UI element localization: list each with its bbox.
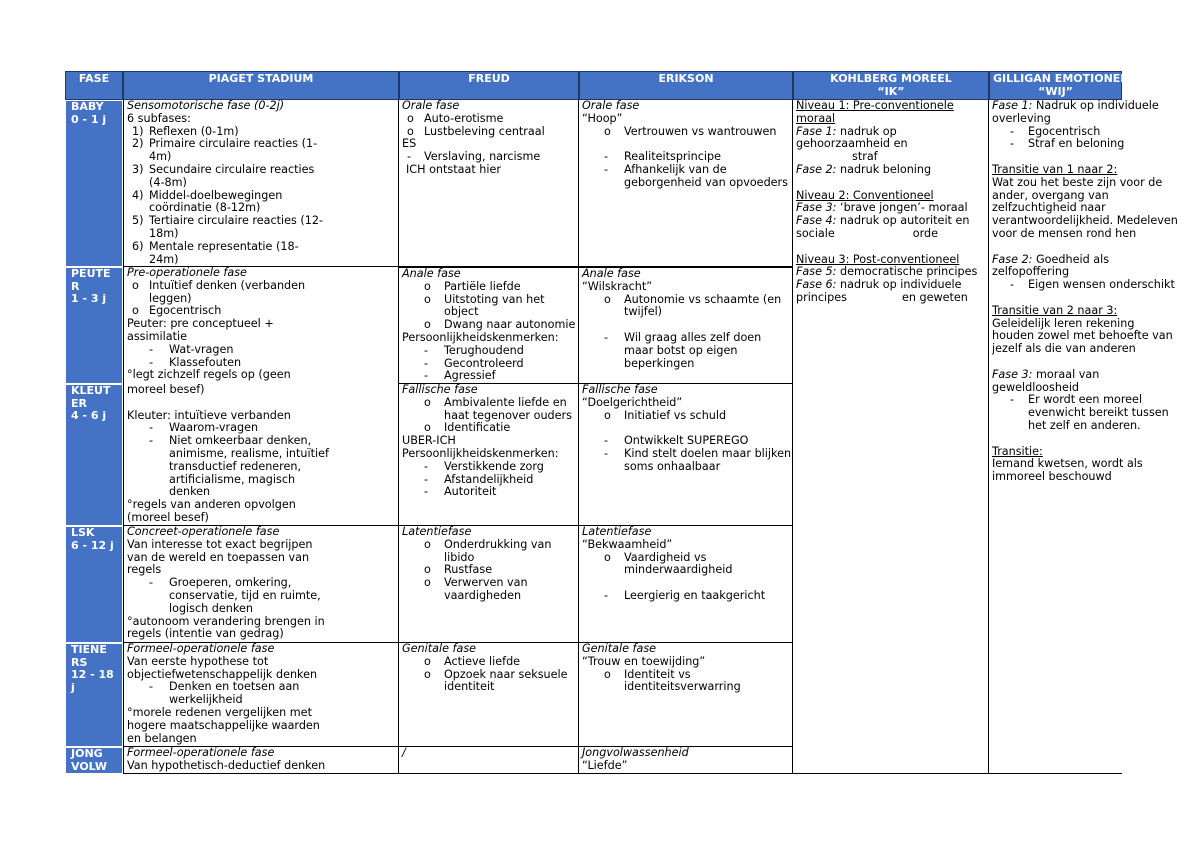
bullet-item: - Waarom-vragen [149, 421, 259, 435]
freud-peuter [399, 267, 579, 384]
text-line: 18m) [149, 226, 179, 240]
bullet-item: o Partiële liefde [424, 279, 521, 293]
erikson-kleuter [579, 384, 793, 526]
bullet-item: o Ambivalente liefde en [424, 395, 567, 409]
stage-title: Anale fase [582, 267, 641, 280]
bullet-item: - Verstikkende zorg [424, 459, 544, 473]
freud-tieners [399, 643, 579, 747]
row-lsk [65, 526, 1122, 643]
text-line: object [444, 305, 479, 319]
row-jong [65, 747, 1122, 774]
text-line: het zelf en anderen. [1028, 418, 1141, 432]
header-kohlberg [793, 71, 989, 100]
text-line: gehoorzaamheid en [796, 137, 908, 151]
piaget-kleuter [123, 384, 399, 526]
text-line: (moreel besef) [127, 510, 209, 524]
text-line: 4m) [149, 150, 172, 164]
stage-title: Fallische fase [402, 383, 478, 396]
erikson-tieners [579, 643, 793, 747]
bullet-item: - Agressief [424, 369, 496, 383]
bullet-item: - Terughoudend [424, 343, 524, 357]
bullet-item: - Eigen wensen onderschikt [1010, 278, 1175, 292]
text-line: moreel besef) [127, 383, 205, 396]
stage-title: Orale fase [402, 99, 460, 112]
header-gilligan [989, 71, 1135, 100]
text-line: beperkingen [624, 356, 695, 370]
text-line: van de wereld en toepassen van [127, 550, 310, 564]
text-line: ander, overgang van [992, 188, 1109, 202]
header-gilligan-sub: “WIJ” [1038, 84, 1073, 98]
fase-lsk [65, 526, 123, 643]
text-line: geweldloosheid [992, 380, 1080, 394]
piaget-lsk [123, 526, 399, 643]
fase-age: 12 - 18 [71, 668, 114, 681]
text-line: hogere maatschappelijke waarden [127, 718, 320, 732]
fase-peuter [65, 267, 123, 384]
text-line: Geleidelijk leren rekening [992, 316, 1135, 330]
numbered-item: 2) Primaire circulaire reacties (1- [132, 137, 318, 151]
bullet-item: - Leergierig en taakgericht [604, 588, 766, 602]
fase-line: Fase 1: nadruk op [796, 124, 897, 138]
bullet-item: o Vertrouwen vs wantrouwen [604, 124, 777, 138]
bullet-item: o Verwerven van [424, 576, 528, 590]
fase-label: BABY [71, 100, 104, 113]
fase-line: Fase 5: democratische principes [796, 265, 978, 279]
header-fase [65, 71, 123, 100]
piaget-peuter [123, 267, 399, 384]
text-line: denken [169, 485, 211, 499]
bullet-item: - Groeperen, omkering, [149, 576, 292, 590]
text-line: conservatie, tijd en ruimte, [169, 588, 321, 602]
stage-title: Fallische fase [582, 383, 658, 396]
text-line: ES [402, 137, 417, 151]
stage-title: Latentiefase [402, 525, 472, 538]
transition-title: Transitie van 1 naar 2: [992, 162, 1118, 176]
stage-title: Formeel-operationele fase [127, 746, 275, 759]
text-line: ICH ontstaat hier [406, 162, 501, 176]
bullet-item: - Klassefouten [149, 355, 242, 369]
fase-line: Fase 3: moraal van [992, 367, 1100, 381]
bullet-item: - Autoriteit [424, 485, 497, 499]
text-line: Iemand kwetsen, wordt als [992, 457, 1143, 471]
fase-label: TIENE [71, 643, 107, 656]
stage-title: Formeel-operationele fase [127, 642, 275, 655]
bullet-item: - Wil graag alles zelf doen [604, 330, 762, 344]
text-line: voor de mensen rond hen [992, 226, 1137, 240]
bullet-item: - Denken en toetsen aan [149, 680, 300, 694]
fase-baby [65, 100, 123, 267]
bullet-item: o Intuïtief denken (verbanden [132, 278, 306, 292]
fase-label: JONG [71, 747, 103, 760]
text-line: principes en geweten [796, 290, 968, 304]
text-line: minderwaardigheid [624, 563, 733, 577]
fase-line: Fase 4: nadruk op autoriteit en [796, 214, 970, 228]
text-line: 24m) [149, 252, 179, 266]
row-peuter [65, 266, 1175, 384]
bullet-item: - Realiteitsprincipe [604, 150, 721, 164]
text-line: Persoonlijkheidskenmerken: [402, 330, 559, 344]
header-kohlberg-label: KOHLBERG MOREEL [830, 72, 952, 85]
numbered-item: 1) Reflexen (0-1m) [132, 124, 239, 138]
erikson-peuter [579, 267, 793, 384]
bullet-item: - Gecontroleerd [424, 356, 524, 370]
freud-jong [399, 747, 579, 774]
header-freud-label: FREUD [468, 72, 510, 85]
piaget-baby [123, 100, 399, 267]
fase-label: ER [71, 396, 87, 410]
text-line: Van hypothetisch-deductief denken [127, 758, 326, 772]
text-line: en belangen [127, 731, 197, 745]
header-freud [399, 71, 579, 100]
bullet-item: o Initiatief vs schuld [604, 408, 727, 422]
fase-tieners [65, 643, 123, 747]
bullet-item: - Egocentrisch [1010, 124, 1101, 138]
text-line: twijfel) [624, 305, 663, 319]
text-line: regels [127, 563, 162, 577]
stage-title: Genitale fase [582, 642, 657, 655]
freud-baby [399, 100, 579, 267]
text-line: verantwoordelijkheid. Medeleven [992, 214, 1178, 228]
bullet-item: - Afhankelijk van de [604, 162, 727, 176]
stage-title: Pre-operationele fase [127, 266, 247, 279]
stage-title: / [402, 746, 406, 759]
virtue: “Liefde” [582, 758, 628, 772]
text-line: 6 subfases: [127, 111, 191, 125]
bullet-item: o Egocentrisch [132, 304, 222, 318]
numbered-item: 4) Middel-doelbewegingen [132, 188, 283, 202]
text-line: coördinatie (8-12m) [149, 201, 261, 215]
numbered-item: 5) Tertiaire circulaire reacties (12- [132, 214, 324, 228]
bullet-item: - Afstandelijkheid [424, 472, 534, 486]
stage-title: Sensomotorische fase (0-2j) [127, 99, 285, 112]
bullet-item: o Opzoek naar seksuele [424, 667, 568, 681]
fase-age: 4 - 6 j [71, 409, 107, 422]
text-line: werkelijkheid [169, 693, 243, 707]
text-line: libido [444, 550, 475, 564]
text-line: straf [852, 150, 878, 164]
fase-label: VOLW [71, 759, 107, 773]
text-line: °autonoom verandering brengen in [127, 614, 325, 628]
text-line: °legt zichzelf regels op (geen [127, 368, 291, 382]
stage-title: Genitale fase [402, 642, 477, 655]
level-title: Niveau 3: Post-conventioneel [796, 252, 960, 266]
fase-label: R [71, 279, 80, 293]
text-line: objectiefwetenschappelijk denken [127, 667, 318, 681]
fase-label: LSK [71, 526, 95, 539]
header-fase-label: FASE [78, 72, 110, 85]
text-line: Wat zou het beste zijn voor de [992, 175, 1163, 189]
erikson-baby [579, 100, 793, 267]
header-gilligan-label: GILLIGAN EMOTIONEEL [993, 72, 1135, 85]
virtue: “Hoop” [582, 111, 623, 125]
fase-age: j [71, 680, 75, 694]
erikson-lsk [579, 526, 793, 643]
level-title: Niveau 2: Conventioneel [796, 188, 934, 202]
bullet-item: - Er wordt een moreel [1010, 393, 1143, 407]
text-line: Peuter: pre conceptueel + [127, 317, 274, 331]
erikson-jong [579, 747, 793, 774]
stage-title: Concreet-operationele fase [127, 525, 280, 538]
text-line: Van interesse tot exact begrijpen [127, 537, 313, 551]
bullet-item: - Niet omkeerbaar denken, [149, 434, 312, 448]
header-kohlberg-sub: “IK” [877, 84, 905, 98]
bullet-item: o Uitstoting van het [424, 292, 545, 306]
bullet-item: o Vaardigheid vs [604, 550, 707, 564]
text-line: sociale orde [796, 226, 939, 240]
fase-label: RS [71, 655, 88, 669]
bullet-item: o Autonomie vs schaamte (en [604, 292, 782, 306]
header-piaget-label: PIAGET STADIUM [208, 72, 314, 85]
bullet-item: o Identiteit vs [604, 667, 691, 681]
text-line: artificialisme, magisch [169, 472, 296, 486]
development-table [65, 71, 1178, 774]
freud-lsk [399, 526, 579, 643]
row-kleuter [65, 380, 1169, 526]
transition-title: Transitie: [992, 444, 1043, 458]
stage-title: Orale fase [582, 99, 640, 112]
text-line: overleving [992, 111, 1051, 125]
fase-age: 6 - 12 j [71, 538, 114, 552]
text-line: identiteit [444, 680, 495, 694]
fase-line: Fase 6: nadruk op individuele [796, 278, 962, 292]
bullet-item: - Straf en beloning [1010, 137, 1125, 151]
text-line: vaardigheden [444, 588, 522, 602]
text-line: soms onhaalbaar [624, 459, 721, 473]
level-title: moraal [796, 111, 836, 125]
numbered-item: 3) Secundaire circulaire reacties [132, 162, 315, 176]
text-line: °morele redenen vergelijken met [127, 705, 312, 719]
bullet-item: - Kind stelt doelen maar blijken [604, 446, 792, 460]
fase-jong [65, 747, 123, 774]
fase-line: Fase 2: nadruk beloning [796, 162, 932, 176]
row-tieners [65, 643, 1122, 747]
virtue: “Doelgerichtheid” [582, 395, 683, 409]
text-line: leggen) [149, 291, 192, 305]
fase-age: 0 - 1 j [71, 112, 107, 126]
text-line: Kleuter: intuïtieve verbanden [127, 408, 291, 422]
text-line: haat tegenover ouders [444, 408, 572, 422]
virtue: “Bekwaamheid” [582, 537, 673, 551]
text-line: transductief redeneren, [169, 459, 302, 473]
bullet-item: o Lustbeleving centraal [407, 124, 545, 138]
fase-line: Fase 2: Goedheid als [992, 252, 1110, 266]
bullet-item: o Actieve liefde [424, 654, 521, 668]
bullet-item: o Identificatie [424, 421, 511, 435]
fase-line: Fase 1: Nadruk op individuele [992, 99, 1159, 112]
text-line: zelfzuchtigheid naar [992, 201, 1106, 215]
text-line: zelfopoffering [992, 265, 1070, 279]
text-line: houden zowel met behoefte van [992, 329, 1173, 343]
text-line: identiteitsverwarring [624, 680, 741, 694]
text-line: immoreel beschouwd [992, 470, 1112, 484]
freud-kleuter [399, 384, 579, 526]
bullet-item: - Wat-vragen [149, 342, 234, 356]
fase-age: 1 - 3 j [71, 292, 107, 305]
header-piaget [123, 71, 399, 100]
text-line: Van eerste hypothese tot [127, 654, 269, 668]
bullet-item: o Dwang naar autonomie [424, 318, 576, 332]
piaget-tieners [123, 643, 399, 747]
text-line: geborgenheid van opvoeders [624, 175, 788, 189]
stage-title: Latentiefase [582, 525, 652, 538]
fase-label: PEUTE [71, 267, 111, 280]
numbered-item: 6) Mentale representatie (18- [132, 239, 299, 253]
text-line: logisch denken [169, 601, 253, 615]
text-line: jezelf als die van anderen [992, 342, 1136, 356]
stage-title: Anale fase [402, 267, 461, 280]
transition-title: Transitie van 2 naar 3: [992, 303, 1118, 317]
text-line: maar botst op eigen [624, 343, 738, 357]
piaget-jong [123, 747, 399, 774]
bullet-item: o Auto-erotisme [407, 111, 504, 125]
text-line: animisme, realisme, intuïtief [169, 446, 329, 460]
text-line: evenwicht bereikt tussen [1028, 406, 1169, 420]
virtue: “Wilskracht” [582, 279, 653, 293]
virtue: “Trouw en toewijding” [582, 654, 706, 668]
bullet-item: - Verslaving, narcisme [407, 150, 541, 164]
text-line: (4-8m) [149, 175, 187, 189]
stage-title: Jongvolwassenheid [582, 746, 689, 759]
header-erikson-label: ERIKSON [658, 72, 714, 85]
text-line: UBER-ICH [402, 434, 456, 448]
text-line: regels (intentie van gedrag) [127, 627, 284, 641]
fase-line: Fase 3: ‘brave jongen’- moraal [796, 201, 968, 215]
fase-kleuter [65, 384, 123, 526]
level-title: Niveau 1: Pre-conventionele [796, 99, 954, 112]
bullet-item: o Rustfase [424, 563, 493, 577]
bullet-item: o Onderdrukking van [424, 537, 552, 551]
text-line: °regels van anderen opvolgen [127, 498, 296, 512]
fase-label: KLEUT [71, 384, 111, 397]
bullet-item: - Ontwikkelt SUPEREGO [604, 434, 749, 448]
text-line: assimilatie [127, 329, 187, 343]
header-erikson [579, 71, 793, 100]
text-line: Persoonlijkheidskenmerken: [402, 446, 559, 460]
table-header-row [65, 71, 1135, 100]
